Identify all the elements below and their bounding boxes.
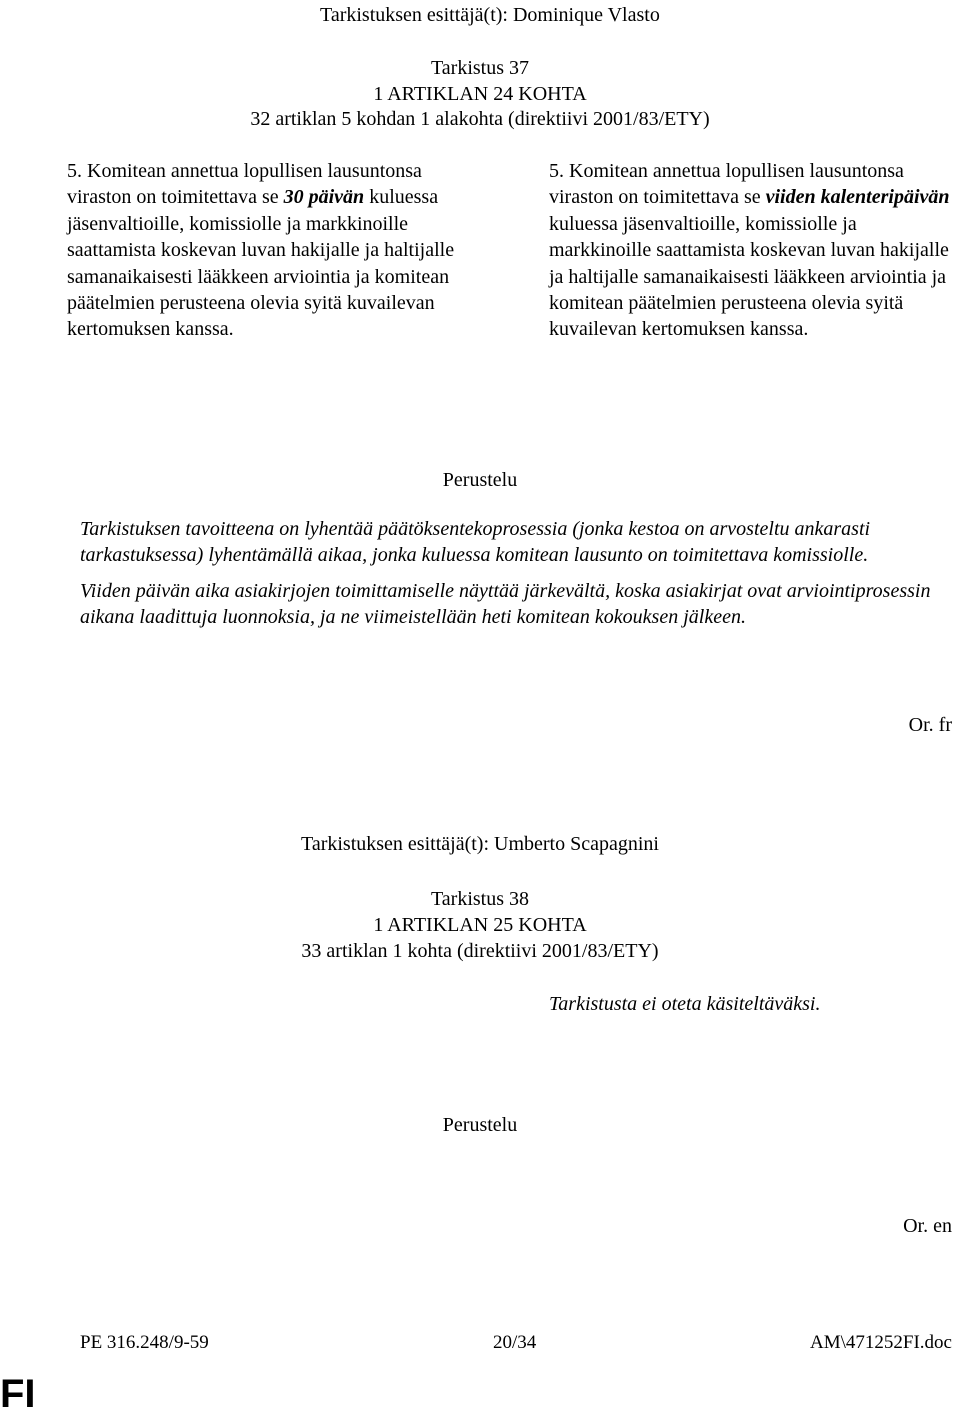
amendment-38-reference: 33 artiklan 1 kohta (direktiivi 2001/83/ETY) <box>301 940 659 962</box>
footer-language-code: FI <box>0 1372 36 1416</box>
amendment-37-number: Tarkistus 37 <box>430 57 530 79</box>
original-text-column <box>67 158 487 343</box>
justification-heading-37: Perustelu <box>442 469 518 491</box>
justification-37 <box>80 516 950 630</box>
amendment-38-number: Tarkistus 38 <box>430 888 530 910</box>
amendment-37-reference: 32 artiklan 5 kohdan 1 alakohta (direktiivi 2001/83/ETY) <box>250 108 710 130</box>
amended-text-column <box>549 158 959 343</box>
amended-text: 5. Komitean annettua lopullisen lausuntonsa viraston on toimitettava se viiden kalenteripäivän kuluessa jäsenvaltioille, komissiolle ja markkinoille saattamista koskevan luvan hakijalle ja haltijalle samanaikaisesti lääkkeen arviointia ja komitean päätelmien perusteena olevia syitä kuvailevan kertomuksen kanssa. <box>549 160 950 341</box>
justification-heading-38: Perustelu <box>442 1114 518 1136</box>
original-language-38: Or. en <box>903 1215 952 1237</box>
amendment-38-note: Tarkistusta ei oteta käsiteltäväksi. <box>549 993 821 1015</box>
amendment-38-article: 1 ARTIKLAN 25 KOHTA <box>373 914 587 936</box>
footer-pe-number: PE 316.248/9-59 <box>80 1332 209 1353</box>
justification-paragraph-1: Tarkistuksen tavoitteena on lyhentää päätöksentekoprosessia (jonka kestoa on arvosteltu ankarasti tarkastuksessa) lyhentämällä aikaa, jonka kuluessa komitean lausunto on toimitettava komissiolle. <box>80 518 871 566</box>
amendment-38-tabler: Tarkistuksen esittäjä(t): Umberto Scapagnini <box>301 833 659 855</box>
original-text-emphasis: 30 päivän <box>283 186 365 209</box>
amended-text-emphasis: viiden kalenteripäivän <box>765 186 950 209</box>
footer-document-reference: AM\471252FI.doc <box>810 1332 952 1353</box>
original-text: 5. Komitean annettua lopullisen lausuntonsa viraston on toimitettava se 30 päivän kuluessa jäsenvaltioille, komissiolle ja markkinoille saattamista koskevan luvan hakijalle ja haltijalle samanaikaisesti lääkkeen arviointia ja komitean päätelmien perusteena olevia syitä kuvailevan kertomuksen kanssa. <box>67 160 455 341</box>
footer-page-number: 20/34 <box>493 1332 537 1353</box>
justification-paragraph-2: Viiden päivän aika asiakirjojen toimittamiselle näyttää järkevältä, koska asiakirjat ovat arviointiprosessin aikana laadittuja luonnoksia, ja ne viimeistellään heti komitean kokouksen jälkeen. <box>80 580 931 628</box>
original-language-37: Or. fr <box>908 714 952 736</box>
amendment-37-article: 1 ARTIKLAN 24 KOHTA <box>373 83 587 105</box>
amendment-37-tabler: Tarkistuksen esittäjä(t): Dominique Vlasto <box>320 4 660 26</box>
